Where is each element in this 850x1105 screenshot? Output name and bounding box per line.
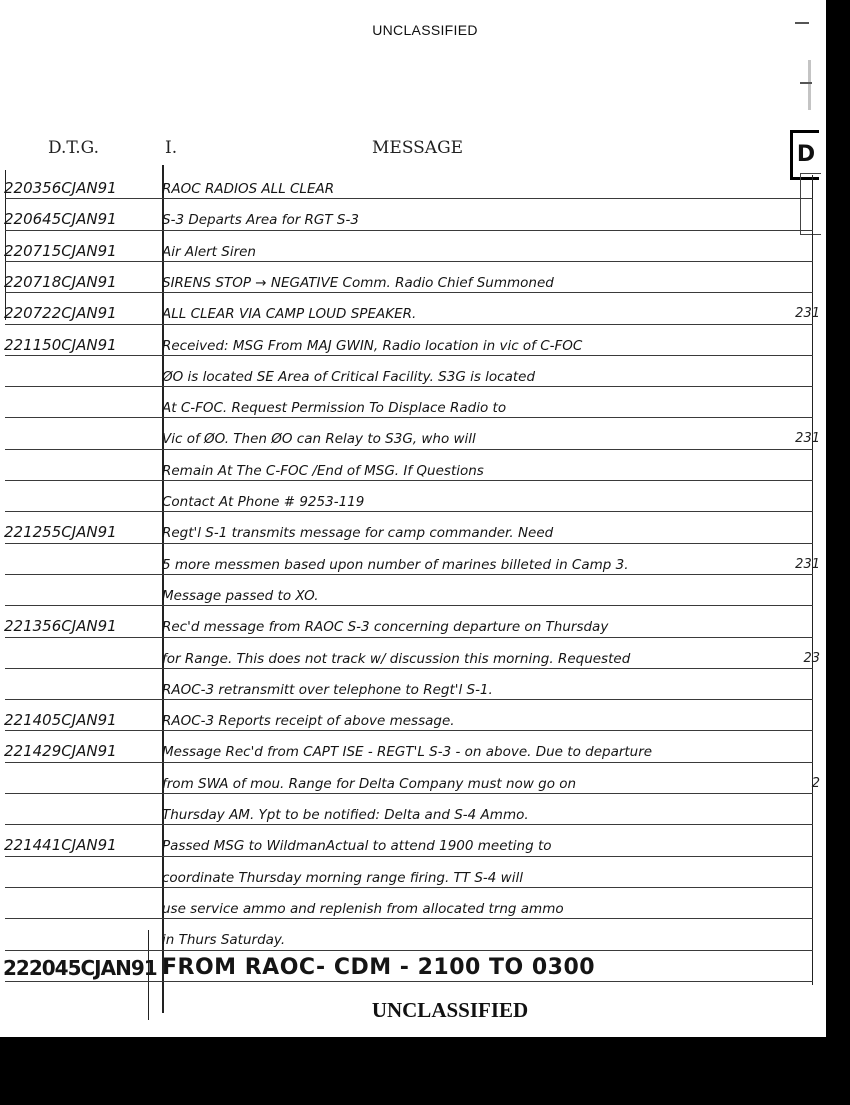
log-entry [0, 887, 850, 919]
entry-message: S-3 Departs Area for RGT S-3 [162, 212, 359, 229]
entry-message: Passed MSG to WildmanActual to attend 1900 meeting to [162, 838, 552, 855]
entry-dtg: 220715CJAN91 [4, 241, 117, 260]
log-entry [0, 449, 850, 481]
log-entry [0, 230, 850, 262]
log-entry [0, 574, 850, 606]
log-entry [0, 511, 850, 543]
scan-noise [808, 60, 811, 110]
log-entry [0, 918, 850, 950]
entry-dtg: 222045CJAN91 [3, 955, 157, 980]
entry-dtg: 221150CJAN91 [4, 335, 117, 354]
entry-dtg: 220645CJAN91 [4, 210, 117, 229]
log-entry [0, 355, 850, 387]
entry-message: for Range. This does not track w/ discussion this morning. Requested [162, 650, 631, 667]
log-entry [0, 480, 850, 512]
entry-message: Air Alert Siren [162, 243, 256, 260]
log-entry [0, 762, 850, 794]
entry-dtg: 220356CJAN91 [4, 179, 117, 197]
entry-message: use service ammo and replenish from allocated trng ammo [162, 900, 564, 917]
entry-message: Thursday AM. Ypt to be notified: Delta and S-4 Ammo. [162, 807, 529, 823]
entry-message: RAOC RADIOS ALL CLEAR [162, 181, 335, 197]
log-entry [0, 637, 850, 669]
entry-message: ALL CLEAR VIA CAMP LOUD SPEAKER. [162, 306, 417, 323]
entry-message: SIRENS STOP → NEGATIVE Comm. Radio Chief Summoned [162, 274, 554, 291]
log-entry [0, 668, 850, 700]
classification-top: UNCLASSIFIED [372, 22, 478, 38]
log-entry [0, 324, 850, 356]
entry-message: RAOC-3 Reports receipt of above message. [162, 713, 455, 730]
log-entry [0, 605, 850, 637]
entry-message: At C-FOC. Request Permission To Displace Radio to [162, 400, 507, 417]
entry-message: coordinate Thursday morning range firing. TT S-4 will [162, 869, 523, 886]
margin-note: 231 [795, 556, 820, 572]
entry-message: Remain At The C-FOC /End of MSG. If Questions [162, 462, 484, 479]
log-entry [0, 950, 850, 982]
entry-message: Received: MSG From MAJ GWIN, Radio location in vic of C-FOC [162, 337, 583, 354]
entry-message: Rec'd message from RAOC S-3 concerning departure on Thursday [162, 619, 609, 636]
log-entry [0, 730, 850, 762]
margin-note: 23 [803, 650, 820, 666]
entry-message: Regt'l S-1 transmits message for camp commander. Need [162, 525, 554, 542]
tab-marker: D [790, 130, 819, 180]
column-header-message: MESSAGE [372, 138, 464, 158]
log-entry [0, 543, 850, 575]
entry-dtg: 221356CJAN91 [4, 617, 117, 636]
entry-message: from SWA of mou. Range for Delta Company must now go on [162, 775, 577, 792]
entry-message: Message passed to XO. [162, 587, 319, 604]
ruled-line [5, 981, 813, 982]
entry-dtg: 220722CJAN91 [4, 304, 117, 323]
entry-dtg: 221441CJAN91 [4, 836, 117, 855]
log-entry [0, 198, 850, 230]
entry-dtg: 221405CJAN91 [4, 711, 117, 730]
log-entry [0, 167, 850, 199]
log-entry [0, 386, 850, 418]
entry-message: Contact At Phone # 9253-119 [162, 494, 365, 510]
entry-message: RAOC-3 retransmitt over telephone to Regt'l S-1. [162, 681, 493, 698]
entry-dtg: 220718CJAN91 [4, 272, 117, 291]
entry-message: Message Rec'd from CAPT ISE - REGT'L S-3 - on above. Due to departure [162, 744, 653, 761]
log-entry [0, 292, 850, 324]
column-header-num: I. [165, 138, 178, 158]
scan-mark [795, 22, 809, 24]
log-entry [0, 261, 850, 293]
column-header-dtg: D.T.G. [48, 138, 100, 158]
scan-edge-bottom [0, 1037, 850, 1105]
entry-message: FROM RAOC- CDM - 2100 TO 0300 [162, 954, 596, 980]
log-entry [0, 417, 850, 449]
entry-message: in Thurs Saturday. [162, 932, 286, 949]
entry-message: 5 more messmen based upon number of marines billeted in Camp 3. [162, 556, 629, 573]
margin-note: 231 [795, 431, 820, 447]
log-entry [0, 793, 850, 825]
entry-message: ØO is located SE Area of Critical Facility. S3G is located [162, 368, 536, 385]
entry-dtg: 221255CJAN91 [4, 523, 117, 542]
margin-note: 2 [811, 775, 820, 791]
scan-edge-right [826, 0, 850, 1037]
entry-dtg: 221429CJAN91 [4, 742, 117, 761]
entry-message: Vic of ØO. Then ØO can Relay to S3G, who will [162, 431, 476, 448]
scan-mark [800, 82, 812, 84]
classification-bottom: UNCLASSIFIED [371, 998, 529, 1022]
log-entry [0, 699, 850, 731]
margin-note: 231 [795, 306, 820, 322]
log-entry [0, 824, 850, 856]
log-entry [0, 856, 850, 888]
